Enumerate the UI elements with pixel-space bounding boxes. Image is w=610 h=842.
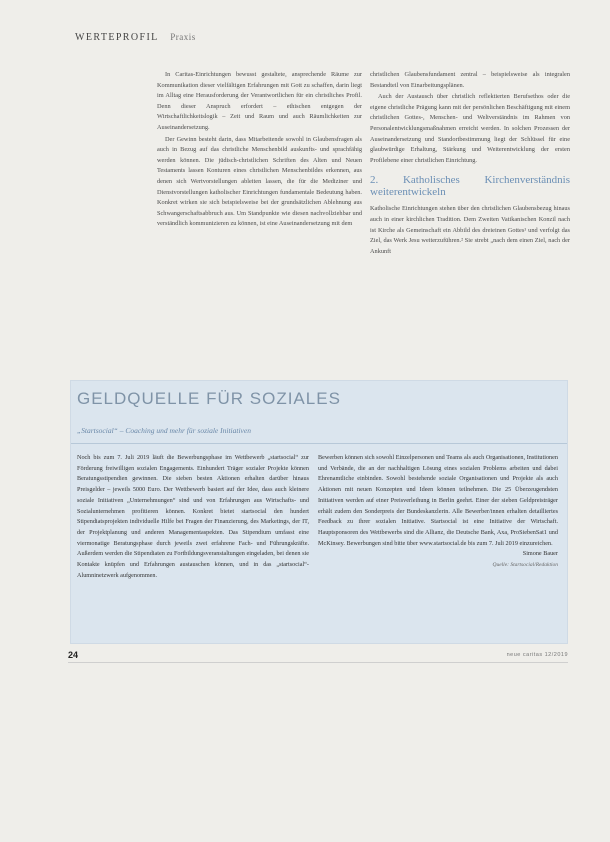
running-header [75, 32, 196, 43]
article-paragraph: Der Gewinn besteht darin, dass Mitarbeitende sowohl in Glaubensfragen als auch in Bezug auf das christliche Menschenbild auskunfts- und sprachfähig werden können. Die jüdisch-christlichen Schriften des Alten und Neuen Testaments lassen Konturen eines christlichen Menschenbildes erkennen, aus denen sich Wertvorstellungen ableiten lassen, die für die Mediziner und Dienstvorstellungen katholischer Einrichtungen fundamentale Bedeutung haben. Konkret wirken sie sich beispielsweise bei der grundsätzlichen Ablehnung aus Schwangerschaftsabbruch aus. Um Standpunkte wie diesen nachvollziehbar und verständlich kommunizieren zu können, ist eine Auseinandersetzung mit dem [157, 135, 362, 228]
page-number: 24 [68, 650, 79, 660]
article-paragraph: Katholische Einrichtungen stehen über den christlichen Glaubensbezug hinaus auch in einer kirchlichen Tradition. Dem Zweiten Vatikanischen Konzil nach ist Kirche als Gemeinschaft ein Abbild des dreieinen Gottes¹ und verfolgt das Ziel, das Werk Jesu weiterzuführen.² Sie strebt „nach dem einen Ziel, nach der Ankunft [370, 205, 570, 255]
info-box-column-left [77, 453, 309, 581]
info-box-column-right [318, 453, 558, 571]
article-paragraph: christlichen Glaubensfundament zentral – beispielsweise als integralen Bestandteil von Einarbeitungsplänen. [370, 71, 570, 89]
section-subheading: 2. Katholisches Kirchenverständnis weiterentwickeln [370, 174, 570, 199]
article-column-right [370, 70, 570, 258]
info-box-text: Bewerben können sich sowohl Einzelpersonen und Teams als auch Organisationen, Institutionen und Verbände, die an der nachhaltigen Lösung eines sozialen Problems arbeiten und dabei Ehrenamtliche einbinden. Sowohl bestehende soziale Organisationen und Projekte als auch Aktionen mit neuen Konzepten und Ideen können teilnehmen. Die 25 Überzeugendsten Initiativen werden auf einer Preisverleihung in Berlin geehrt. Einer der sieben Geldpreisträger erhält zudem den Sonderpreis der Bundeskanzlerin. Alle Bewerber/innen erhalten detailliertes Feedback zu ihrer sozialen Initiative. Startsocial ist eine Initiative der Wirtschaft. Hauptsponsoren des Wettbewerbs sind die Allianz, die Deutsche Bank, Axa, ProSiebenSat1 und McKinsey. Bewerbungen sind bitte über www.startsocial.de bis zum 7. Juli 2019 einzureichen. [318, 454, 558, 547]
article-paragraph: Auch der Austausch über christlich reflektierten Berufsethos oder die eigene christliche Prägung kann mit der persönlichen Beschäftigung mit einem christlichen Gottes-, Menschen- und Weltverständnis im Rahmen von Personalentwicklungsmaßnahmen erreicht werden. In solchen Prozessen der Auseinandersetzung und Standortbestimmung liegt der Schlüssel für eine glaubwürdige Erhaltung, Stärkung und Weiterentwicklung der ersten Profilebene einer christlichen Einrichtung. [370, 93, 570, 164]
article-paragraph: In Caritas-Einrichtungen bewusst gestaltete, ansprechende Räume zur Kommunikation dieser vielfältigen Erfahrungen mit Gott zu schaffen, darin liegt im Alltag eine Herausforderung der Verantwortlichen für ein christliches Profil. Denn dieser Anspruch erfordert – ethischen entgegen der Wirtschaftlichkeitslogik – Zeit und Raum und auch Räumlichkeiten zur Auseinandersetzung. [157, 71, 362, 131]
header-title: WERTEPROFIL [75, 32, 159, 43]
info-box-text: Noch bis zum 7. Juli 2019 läuft die Bewerbungsphase im Wettbewerb „startsocial“ zur Förderung freiwilligen sozialen Engagements. Einhundert Träger sozialer Projekte können Beratungsstipendien gewinnen. Die sieben besten Aktionen erhalten darüber hinaus Preisgelder – jeweils 5000 Euro. Der Wettbewerb basiert auf der Idee, dass auch kleinere soziale Initiativen „Unternehmungen“ sind und von Erfahrungen aus Wirtschafts- und Sozialunternehmen profitieren können. Konkret bietet startsocial den hundert Stipendiatsprojekten individuelle Hilfe bei Fragen der Finanzierung, des Marketings, der IT, der Projektplanung und anderen Managementaspekten. Das Stipendium umfasst eine viermonatige Beratungsphase durch jeweils zwei erfahrene Fach- und Führungskräfte. Außerdem werden die Stipendiaten zu Fortbildungsveranstaltungen eingeladen, bei denen sie Kontakte knüpfen und Erfahrungen austauschen können, und in das „startsocial“-Alumninetzwerk aufgenommen. [77, 454, 309, 579]
info-box-subtitle: „Startsocial“ – Coaching und mehr für soziale Initiativen [77, 426, 251, 435]
source-note: Quelle: Startsocial/Redaktion [492, 562, 558, 569]
info-box-divider [71, 443, 567, 444]
article-column-left [157, 70, 362, 231]
magazine-footer: neue caritas 12/2019 [506, 652, 568, 658]
author-name: Simone Bauer [522, 550, 558, 558]
footer-divider [68, 662, 568, 663]
info-box [70, 380, 568, 644]
info-box-title: GELDQUELLE FÜR SOZIALES [77, 389, 341, 408]
header-section: Praxis [170, 32, 196, 42]
